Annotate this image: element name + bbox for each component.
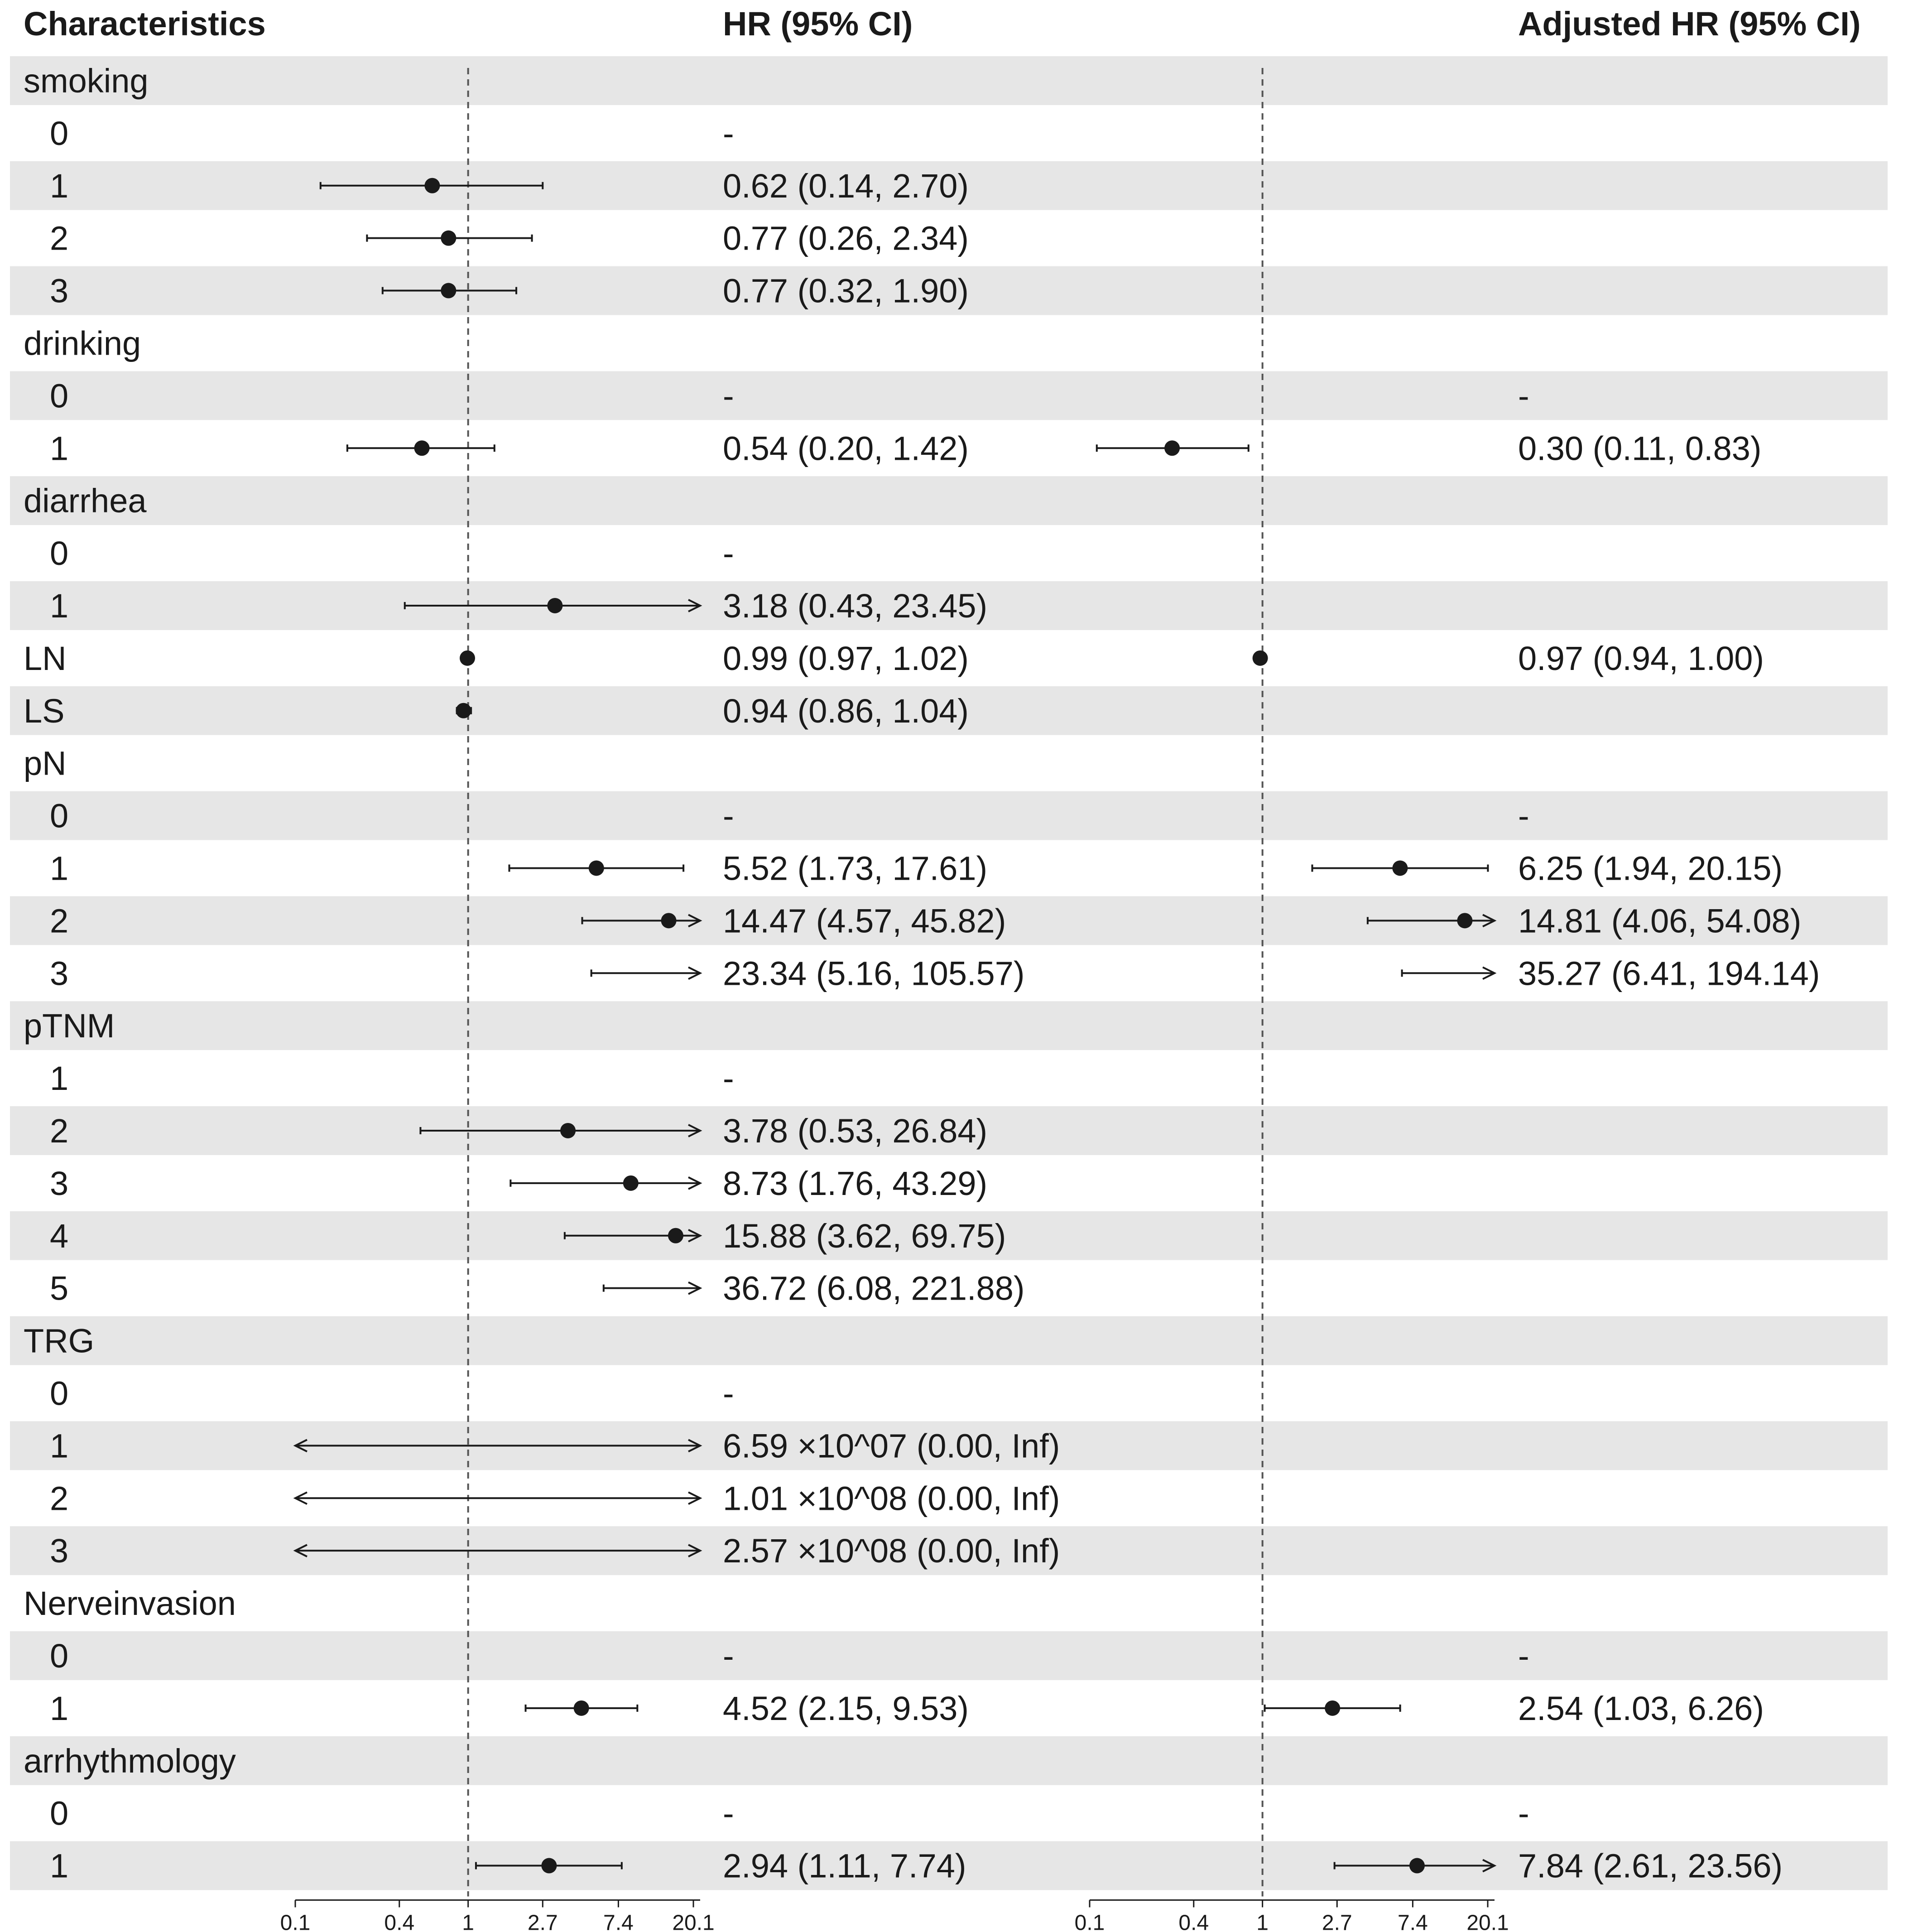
group-label: Nerveinvasion (24, 1585, 236, 1623)
adjusted-hr-x-axis (1075, 1900, 1509, 1932)
level-label: 2 (50, 1112, 69, 1150)
axis-tick-label: 2.7 (1322, 1911, 1352, 1932)
level-label: 3 (50, 954, 69, 992)
level-label: 1 (50, 1060, 69, 1098)
axis-tick-label: 20.1 (1466, 1911, 1509, 1932)
level-label: 5 (50, 1269, 69, 1307)
hr-interval (604, 1282, 700, 1294)
point-estimate (589, 860, 604, 876)
point-estimate (668, 1228, 683, 1243)
hr-value-text: 15.88 (3.62, 69.75) (723, 1217, 1006, 1255)
level-label: 0 (50, 377, 69, 415)
axis-tick-label: 0.1 (1074, 1911, 1105, 1932)
group-label: TRG (24, 1322, 95, 1360)
level-label: 1 (50, 849, 69, 887)
axis-tick-label: 7.4 (1398, 1911, 1428, 1932)
hr-value-text: 0.77 (0.32, 1.90) (723, 272, 969, 310)
axis-tick-label: 2.7 (527, 1911, 558, 1932)
level-label: 3 (50, 1164, 69, 1202)
hr-interval (295, 1492, 700, 1504)
hr-interval (460, 650, 475, 666)
level-label: 3 (50, 272, 69, 310)
adjusted-hr-interval (1312, 860, 1488, 876)
level-label: 2 (50, 1479, 69, 1518)
row-band (10, 1316, 1888, 1365)
point-estimate (1164, 440, 1180, 456)
hr-value-text: - (723, 114, 734, 152)
hr-value-text: 8.73 (1.76, 43.29) (723, 1164, 988, 1202)
hr-value-text: 2.57 ×10^08 (0.00, Inf) (723, 1532, 1060, 1570)
adjusted-hr-value-text: - (1518, 377, 1529, 415)
adjusted-hr-interval (1253, 650, 1268, 666)
point-estimate (547, 598, 562, 613)
x-axes (280, 1900, 1509, 1932)
row-band (10, 476, 1888, 525)
level-label: 0 (50, 535, 69, 573)
axis-tick-label: 1 (1256, 1911, 1269, 1932)
point-estimate (1325, 1701, 1340, 1716)
axis-tick-label: 7.4 (603, 1911, 634, 1932)
level-label: 0 (50, 1637, 69, 1675)
point-estimate (623, 1176, 639, 1191)
axis-tick-label: 0.1 (280, 1911, 311, 1932)
row-labels (24, 62, 1820, 1885)
adjusted-hr-value-text: 2.54 (1.03, 6.26) (1518, 1689, 1764, 1727)
point-estimate (1392, 860, 1408, 876)
adjusted-hr-value-text: 0.97 (0.94, 1.00) (1518, 639, 1764, 677)
adjusted-hr-value-text: 6.25 (1.94, 20.15) (1518, 849, 1783, 887)
level-label: 2 (50, 219, 69, 257)
hr-value-text: 14.47 (4.57, 45.82) (723, 902, 1006, 940)
header-adjusted-hr: Adjusted HR (95% CI) (1518, 5, 1861, 43)
row-band (10, 1631, 1888, 1680)
hr-interval (510, 1176, 700, 1191)
adjusted-hr-value-text: 0.30 (0.11, 0.83) (1518, 429, 1762, 467)
hr-value-text: 0.99 (0.97, 1.02) (723, 639, 969, 677)
point-estimate (560, 1123, 576, 1138)
hr-interval (456, 703, 471, 718)
level-label: 1 (50, 1689, 69, 1727)
point-estimate (424, 178, 440, 193)
hr-value-text: 1.01 ×10^08 (0.00, Inf) (723, 1479, 1060, 1518)
hr-value-text: - (723, 1794, 734, 1832)
point-estimate (541, 1858, 557, 1874)
level-label: 4 (50, 1217, 69, 1255)
level-label: 1 (50, 587, 69, 625)
row-band (10, 1001, 1888, 1050)
point-estimate (460, 650, 475, 666)
header-hr: HR (95% CI) (723, 5, 913, 43)
column-headers (24, 5, 1861, 43)
point-estimate (1457, 913, 1472, 928)
point-estimate (441, 283, 456, 299)
adjusted-hr-value-text: 7.84 (2.61, 23.56) (1518, 1847, 1783, 1885)
axis-tick-label: 0.4 (384, 1911, 415, 1932)
point-estimate (661, 913, 677, 928)
axis-tick-label: 0.4 (1178, 1911, 1209, 1932)
hr-interval (367, 231, 532, 246)
adjusted-hr-value-text: - (1518, 1637, 1529, 1675)
hr-value-text: 23.34 (5.16, 105.57) (723, 954, 1025, 992)
header-characteristics: Characteristics (24, 5, 266, 43)
level-label: 0 (50, 1794, 69, 1832)
hr-value-text: - (723, 535, 734, 573)
adjusted-hr-interval (1402, 967, 1495, 979)
hr-interval (591, 967, 700, 979)
adjusted-hr-interval (1097, 440, 1249, 456)
hr-value-text: 4.52 (2.15, 9.53) (723, 1689, 969, 1727)
group-label: LS (24, 692, 65, 730)
hr-value-text: - (723, 1060, 734, 1098)
hr-value-text: - (723, 1637, 734, 1675)
axis-tick-label: 1 (462, 1911, 475, 1932)
hr-value-text: 6.59 ×10^07 (0.00, Inf) (723, 1427, 1060, 1465)
hr-value-text: 2.94 (1.11, 7.74) (723, 1847, 966, 1885)
point-estimate (456, 703, 471, 718)
level-label: 2 (50, 902, 69, 940)
hr-value-text: 0.54 (0.20, 1.42) (723, 429, 969, 467)
hr-value-text: 3.78 (0.53, 26.84) (723, 1112, 988, 1150)
hr-interval (509, 860, 684, 876)
level-label: 0 (50, 797, 69, 835)
row-band (10, 791, 1888, 840)
hr-interval (526, 1701, 638, 1716)
level-label: 0 (50, 1374, 69, 1412)
level-label: 1 (50, 429, 69, 467)
point-estimate (574, 1701, 589, 1716)
hr-value-text: 5.52 (1.73, 17.61) (723, 849, 988, 887)
group-label: pN (24, 744, 67, 782)
group-label: drinking (24, 324, 141, 362)
hr-value-text: - (723, 1374, 734, 1412)
hr-value-text: 3.18 (0.43, 23.45) (723, 587, 988, 625)
hr-value-text: - (723, 797, 734, 835)
group-label: diarrhea (24, 482, 147, 520)
group-label: smoking (24, 62, 149, 100)
row-band (10, 1736, 1888, 1785)
level-label: 1 (50, 1847, 69, 1885)
group-label: arrhythmology (24, 1742, 236, 1780)
row-band (10, 371, 1888, 420)
point-estimate (1253, 650, 1268, 666)
hr-value-text: - (723, 377, 734, 415)
point-estimate (1409, 1858, 1425, 1874)
hr-value-text: 36.72 (6.08, 221.88) (723, 1269, 1025, 1307)
level-label: 3 (50, 1532, 69, 1570)
adjusted-hr-value-text: 35.27 (6.41, 194.14) (1518, 954, 1820, 992)
group-label: pTNM (24, 1007, 115, 1045)
level-label: 0 (50, 114, 69, 152)
hr-x-axis (280, 1900, 715, 1932)
point-estimate (441, 231, 456, 246)
hr-value-text: 0.62 (0.14, 2.70) (723, 167, 969, 205)
level-label: 1 (50, 1427, 69, 1465)
level-label: 1 (50, 167, 69, 205)
row-band (10, 56, 1888, 105)
group-label: LN (24, 639, 67, 677)
hr-interval (347, 440, 495, 456)
adjusted-hr-value-text: - (1518, 1794, 1529, 1832)
adjusted-hr-interval (1265, 1701, 1400, 1716)
adjusted-hr-value-text: 14.81 (4.06, 54.08) (1518, 902, 1802, 940)
hr-value-text: 0.77 (0.26, 2.34) (723, 219, 969, 257)
hr-value-text: 0.94 (0.86, 1.04) (723, 692, 969, 730)
point-estimate (414, 440, 430, 456)
axis-tick-label: 20.1 (672, 1911, 715, 1932)
adjusted-hr-value-text: - (1518, 797, 1529, 835)
